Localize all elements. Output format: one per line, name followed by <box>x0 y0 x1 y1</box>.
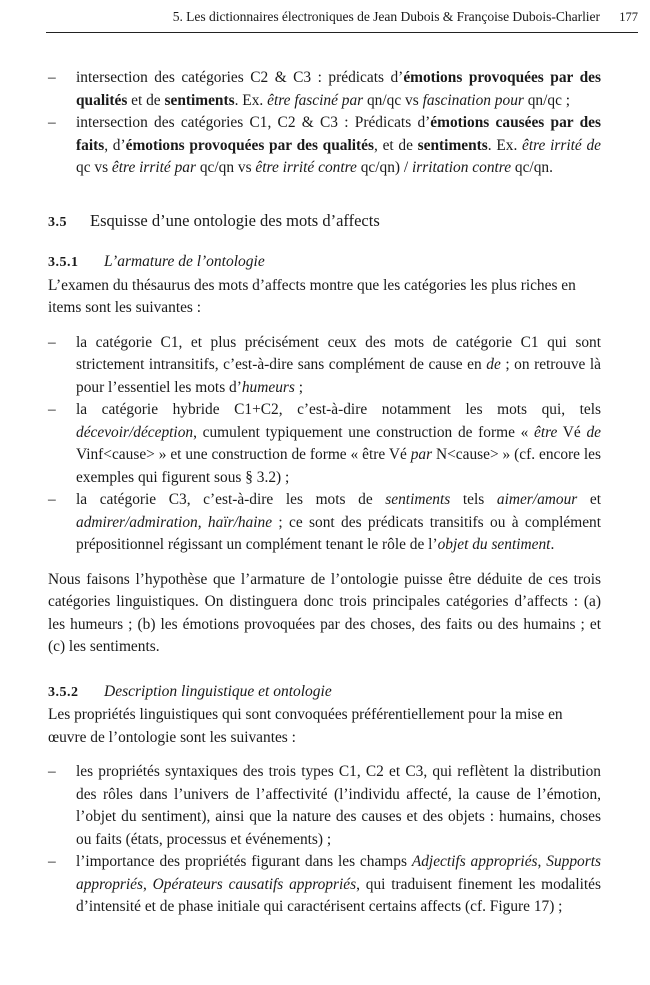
bold-text: sentiments <box>417 136 488 154</box>
running-header <box>46 6 638 33</box>
category-list <box>48 332 601 557</box>
paragraph-hypothesis: Nous faisons l’hypothèse que l’armature de l’ontologie puisse être déduite de ces trois catégories linguistiques. On distinguera donc trois principales catégories d’affects : (a) les humeurs ; (b) les émotions provoquées par des choses, des faits ou des humains ; et (c) les sentiments. <box>48 570 601 655</box>
italic-text: par <box>410 446 433 463</box>
list-item <box>48 851 601 919</box>
dash-bullet-icon: – <box>48 333 56 351</box>
italic-text: être irrité de <box>522 136 602 154</box>
text: ; ce sont des prédicats transitifs ou à complément prépositionnel régissant un complément tenant le rôle de l’ <box>76 513 601 553</box>
text: et <box>577 491 601 508</box>
italic-text: fascination pour <box>422 91 524 109</box>
italic-text: admirer/admiration <box>76 513 198 531</box>
text: , <box>537 853 547 870</box>
text: , qui traduisent finement les modalités d’intensité et de phase initiale qui caractérisent certains affects (cf. Figure 17) ; <box>76 875 601 915</box>
italic-text: irritation contre <box>412 159 512 176</box>
subsection-title: Description linguistique et ontologie <box>104 682 332 700</box>
page-number: 177 <box>619 10 638 24</box>
text: qc vs <box>76 159 112 176</box>
italic-text: de <box>586 423 601 441</box>
italic-text: aimer/amour <box>496 491 578 508</box>
italic-text: être irrité par <box>111 159 196 176</box>
text: . Ex. <box>234 91 268 109</box>
paragraph-intro-3-5-2: Les propriétés linguistiques qui sont convoquées préférentiellement pour la mise en œuvre de l’ontologie sont les suivantes : <box>48 706 563 746</box>
list-item <box>48 399 601 489</box>
bold-text: sentiments <box>164 91 235 109</box>
page-body <box>48 67 601 919</box>
section-heading-3-5 <box>48 210 601 235</box>
italic-text: être irrité contre <box>255 159 357 176</box>
text: , <box>197 513 208 531</box>
list-item <box>48 761 601 851</box>
list-item <box>48 112 601 180</box>
text: Vinf<cause> » et une construction de forme « être Vé <box>76 446 411 463</box>
text: la catégorie C3, c’est-à-dire les mots de <box>76 491 386 508</box>
subsection-title: L’armature de l’ontologie <box>104 253 265 270</box>
text: , et de <box>374 136 418 154</box>
intersection-list <box>48 67 601 180</box>
dash-bullet-icon: – <box>48 853 56 870</box>
italic-text: décevoir/déception <box>76 423 194 441</box>
italic-text: sentiments <box>385 491 451 508</box>
text: , d’ <box>104 136 126 154</box>
bold-text: émotions causées par des faits <box>76 114 601 154</box>
text: , <box>142 875 153 893</box>
italic-text: Adjectifs appropriés <box>411 853 538 870</box>
properties-list <box>48 761 601 919</box>
text: . Ex. <box>487 136 523 154</box>
text: les propriétés syntaxiques des trois types C1, C2 et C3, qui reflètent la distribution des rôles dans l’univers de l’affectivité (l’individu affecté, la cause de l’émotion, l’objet du sentiment), ainsi que la nature des causes et des objets : humains, choses ou faits (états, processus et événements) ; <box>76 763 601 848</box>
subsection-heading-3-5-1 <box>48 251 601 275</box>
dash-bullet-icon: – <box>48 491 56 508</box>
italic-text: être <box>534 423 558 441</box>
dash-bullet-icon: – <box>48 401 56 418</box>
text: et de <box>127 91 165 109</box>
italic-text: Opérateurs causatifs appropriés <box>152 875 357 893</box>
running-header-title: 5. Les dictionnaires électroniques de Jean Dubois & Françoise Dubois-Charlier <box>172 9 600 24</box>
text: ; on retrouve là pour l’essentiel les mots d’ <box>76 356 601 396</box>
list-item <box>48 67 601 112</box>
dash-bullet-icon: – <box>48 69 56 86</box>
italic-text: de <box>486 356 501 373</box>
text: ; <box>294 378 303 396</box>
text: . <box>550 536 555 553</box>
paragraph-intro-3-5-1: L’examen du thésaurus des mots d’affects montre que les catégories les plus riches en items sont les suivantes : <box>48 276 576 316</box>
bold-text: émotions provoquées par des qualités <box>76 69 601 109</box>
section-title: Esquisse d’une ontologie des mots d’affects <box>90 210 380 230</box>
text: Vé <box>557 423 587 441</box>
dash-bullet-icon: – <box>48 114 56 131</box>
text: qn/qc ; <box>523 91 571 109</box>
subsection-number: 3.5.1 <box>48 255 79 270</box>
text: qc/qn) / <box>356 159 412 176</box>
text: , cumulent typiquement une construction de forme « <box>193 423 535 441</box>
subsection-heading-3-5-2 <box>48 681 601 705</box>
text: l’importance des propriétés figurant dans les champs <box>76 853 412 870</box>
dash-bullet-icon: – <box>48 763 56 780</box>
text: qc/qn. <box>511 159 553 176</box>
italic-text: haïr/haine <box>207 513 273 531</box>
italic-text: objet du sentiment <box>437 536 551 553</box>
list-item <box>48 332 601 400</box>
list-item <box>48 489 601 557</box>
bold-text: émotions provoquées par des qualités <box>125 136 374 154</box>
subsection-number: 3.5.2 <box>48 684 79 700</box>
section-number: 3.5 <box>48 214 67 230</box>
text: tels <box>450 491 497 508</box>
italic-text: humeurs <box>241 378 295 396</box>
text: la catégorie hybride C1+C2, c’est-à-dire notamment les mots qui, tels <box>76 401 601 418</box>
text: qc/qn vs <box>196 159 256 176</box>
text: N<cause> » (cf. encore les exemples qui figurent sous § 3.2) ; <box>76 446 602 486</box>
text: la catégorie C1, et plus précisément ceux des mots de catégorie C1 qui sont strictement intransitifs, c’est-à-dire sans complément de cause en <box>76 333 601 373</box>
text: intersection des catégories C2 & C3 : prédicats d’ <box>76 69 404 86</box>
text: intersection des catégories C1, C2 & C3 : Prédicats d’ <box>76 114 431 131</box>
italic-text: être fasciné par <box>267 91 364 109</box>
italic-text: Supports appropriés <box>76 853 601 893</box>
text: qn/qc vs <box>363 91 423 109</box>
